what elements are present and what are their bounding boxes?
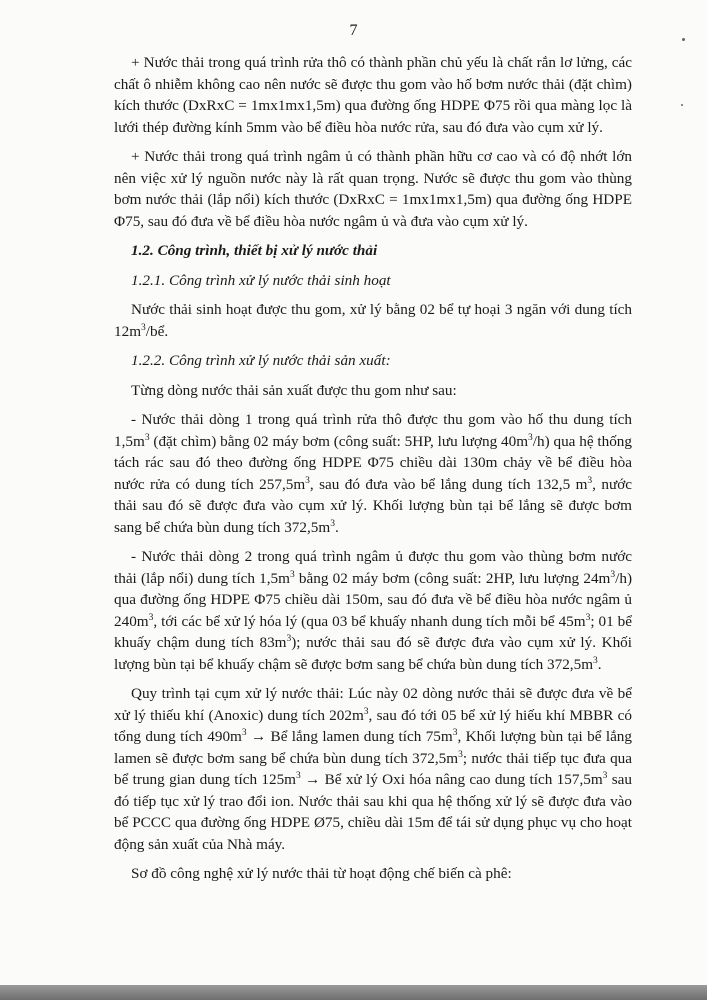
- scan-speck: [682, 38, 685, 41]
- paragraph-stream-1: - Nước thải dòng 1 trong quá trình rửa thô được thu gom vào hố thu dung tích $1,5m^3$ (đặt chìm) bằng 02 máy bơm (công suất: 5HP, lưu lượng $40m^3/h$) qua hệ thống tách rác sau đó theo đường ống HDPE Φ75 chiều dài 130m chảy về bể điều hòa nước rửa có dung tích $257,5m^3$, sau đó đưa vào bể lắng dung tích 132,5 $m^3$, nước thải sau đó sẽ được đưa vào cụm xử lý. Khối lượng bùn tại bể lắng sẽ được bơm sang bể chứa bùn dung tích $372,5m^3$.: [114, 411, 632, 536]
- section-heading: 1.2. Công trình, thiết bị xử lý nước thải: [131, 242, 378, 259]
- document-body: [114, 52, 632, 893]
- paragraph-washing-wastewater: + Nước thải trong quá trình rửa thô có thành phần chủ yếu là chất rắn lơ lửng, các chất ô nhiễm không cao nên nước sẽ được thu gom vào hố bơm nước thải (đặt chìm) kích thước (DxRxC = 1mx1mx1,5m) qua đường ống HDPE Φ75 rồi qua màng lọc là lưới thép đường kính 5mm vào bể điều hòa nước rửa, sau đó đưa vào cụm xử lý.: [114, 54, 632, 136]
- page-number: 7: [349, 22, 358, 39]
- paragraph-diagram-caption: Sơ đồ công nghệ xử lý nước thải từ hoạt động chế biến cà phê:: [131, 865, 512, 882]
- paragraph-treatment-process: Quy trình tại cụm xử lý nước thải: Lúc này 02 dòng nước thải sẽ được đưa về bể xử lý thiếu khí (Anoxic) dung tích $202m^3$, sau đó tới 05 bể xử lý hiếu khí MBBR có tổng dung tích $490m^3$ → Bể lắng lamen dung tích $75m^3$, Khối lượng bùn tại bể lắng lamen sẽ được bơm sang bể chứa bùn dung tích $372,5m^3$; nước thải tiếp tục đưa qua bể trung gian dung tích $125m^3$ → Bể xử lý Oxi hóa nâng cao dung tích $157,5m^3$ sau đó tiếp tục xử lý trao đổi ion. Nước thải sau khi qua hệ thống xử lý sẽ được đưa vào bể PCCC qua đường ống HDPE Ø75, chiều dài 15m để tái sử dụng phục vụ cho hoạt động sản xuất của Nhà máy.: [114, 685, 632, 853]
- paragraph-soaking-wastewater: + Nước thải trong quá trình ngâm ủ có thành phần hữu cơ cao và có độ nhớt lớn nên việc xử lý nguồn nước này là rất quan trọng. Nước sẽ được thu gom vào thùng bơm nước thải (lắp nổi) kích thước (DxRxC = 1mx1mx1,5m) qua đường ống HDPE Φ75, sau đó đưa về bể điều hòa nước ngâm ủ và đưa vào cụm xử lý.: [114, 148, 632, 230]
- paragraph-stream-2: - Nước thải dòng 2 trong quá trình ngâm ủ được thu gom vào thùng bơm nước thải (lắp nổi) dung tích $1,5m^3$ bằng 02 máy bơm (công suất: 2HP, lưu lượng $24m^3/h$) qua đường ống HDPE Φ75 chiều dài 150m, sau đó đưa về bể điều hòa nước ngâm ủ $240m^3$, tới các bể xử lý hóa lý (qua 03 bể khuấy nhanh dung tích mỗi bể $45m^3$; 01 bể khuấy chậm dung tích $83m^3$); nước thải sau đó sẽ được đưa vào cụm xử lý. Khối lượng bùn tại bể khuấy chậm sẽ được bơm sang bể chứa bùn dung tích $372,5m^3$.: [114, 548, 632, 673]
- paragraph-collection-intro: Từng dòng nước thải sản xuất được thu gom như sau:: [131, 381, 457, 399]
- paragraph-domestic-wastewater: Nước thải sinh hoạt được thu gom, xử lý bằng 02 bể tự hoại 3 ngăn với dung tích $12m^3/bể$.: [114, 301, 632, 340]
- scan-speck: [681, 104, 683, 106]
- subsection-heading-domestic: 1.2.1. Công trình xử lý nước thải sinh hoạt: [131, 271, 391, 289]
- subsection-heading-production: 1.2.2. Công trình xử lý nước thải sản xuất:: [131, 352, 391, 369]
- scan-bottom-edge: [0, 985, 707, 1000]
